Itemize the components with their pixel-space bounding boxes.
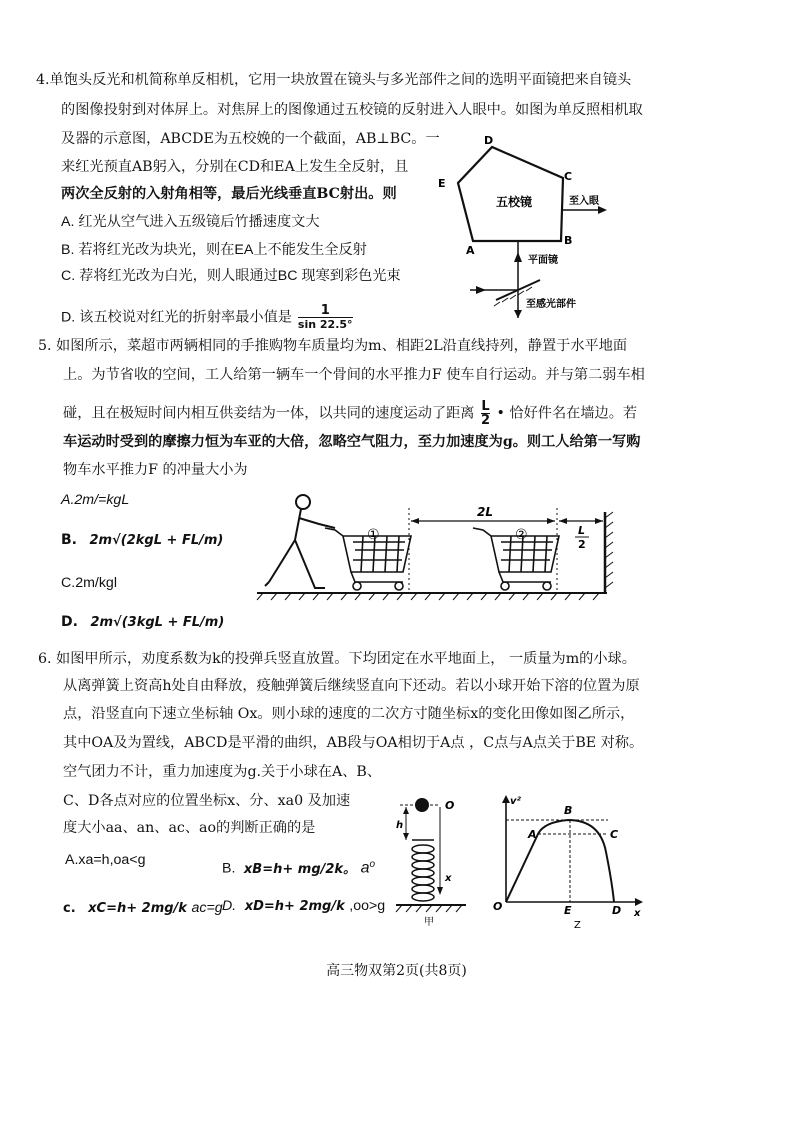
q6-option-c (63, 898, 223, 919)
q6-option-d (222, 896, 385, 917)
q4-option-a: A. 红光从空气进入五级镜后竹播速度文大 (61, 214, 320, 230)
to-eye-label: 至入眼 (569, 196, 599, 207)
q6-option-d-label: D. (222, 898, 237, 914)
wall-gap-num: L (578, 524, 586, 537)
q5-frac-den: 2 (480, 413, 491, 428)
wall-gap-den: 2 (578, 538, 586, 551)
q4-line-5: 两次全反射的入射角相等，最后光线垂直BC射出。则 (61, 186, 397, 202)
q6-option-b-math: xB=h+ mg/2k。 (243, 861, 357, 877)
h-label: h (396, 820, 404, 831)
q5-option-c: C.2m/kgl (61, 575, 117, 591)
q5-cart-figure (255, 490, 620, 605)
q6-option-b (222, 855, 375, 880)
q6-line-2: 从离弹簧上资高h处自由释放，疫触弹簧后继续竖直向下还动。若以小球开始下溶的位置为原 (63, 678, 640, 694)
q4-frac-num: 1 (298, 304, 353, 318)
figure-jia-caption: 甲 (424, 917, 434, 928)
q4-line-3: 及器的示意图，ABCDE为五校娩的一个截面，AB⊥BC。一 (61, 131, 440, 147)
q6-line-5: 空气团力不计，重力加速度为g.关于小球在A、B、 (63, 764, 382, 780)
q5-option-b (61, 530, 223, 551)
q5-line-4: 车运动时受到的摩擦力恒为车亚的大倍，忽略空气阻力，至力加速度为g。则工人给第一写购 (63, 434, 641, 450)
point-a: A (528, 828, 537, 841)
q4-line-1: 4.单饱头反光和机简称单反相机，它用一块放置在镜头与多光部件之间的选明平面镜把来自镜头 (36, 72, 632, 88)
prism-label: 五校镜 (496, 195, 533, 209)
point-e: E (564, 904, 572, 917)
vertex-d: D (484, 134, 494, 147)
q4-option-d-text: D. 该五校说对红光的折射率最小值是 (61, 309, 292, 326)
q5-line-3-text: 碰，且在极短时间内相互供妾结为一体，以共同的速度运动了距离 (63, 405, 475, 422)
q5-inline-fraction (481, 400, 490, 427)
mirror-label: 平面镜 (528, 255, 558, 266)
v2-label: v² (510, 796, 521, 807)
q6-option-b-sup: o (369, 859, 376, 870)
q5-option-a: A.2m/=kgL (61, 492, 130, 508)
x-label: x (634, 908, 641, 919)
q6-option-a: A.xa=h,oa<g (65, 852, 146, 868)
q6-option-c-label: c. (63, 901, 76, 916)
q5-line-1: 5. 如图所示，菜超市两辆相同的手推购物车质量均为m、相距2L沿直线持列，静置于水平地面 (38, 338, 628, 354)
q6-option-b-tail: a (360, 859, 370, 877)
q6-line-7: 度大小aa、an、ac、ao的判断正确的是 (63, 820, 316, 836)
q6-line-3: 点，沿竖直向下速立坐标轴 Ox。则小球的速度的二次方寸随坐标x的变化田像如图乙所示， (63, 706, 635, 722)
q4-line-2: 的图像投射到对体屏上。对焦屏上的图像通过五校镜的反射进入人眼中。如图为单反照相机取 (61, 102, 643, 118)
x-axis-label: x (445, 873, 452, 884)
page-footer: 高三物双第2页(共8页) (326, 963, 467, 979)
figure-yi-caption: Z (574, 920, 581, 931)
vertex-c: C (564, 170, 573, 183)
q4-option-d (61, 304, 353, 331)
q6-spring-figure (390, 795, 470, 930)
q6-graph-figure (488, 792, 648, 932)
q5-option-b-label: B. (61, 532, 77, 548)
q6-option-b-label: B. (222, 860, 236, 877)
q6-option-d-tail: ,oo>g (349, 898, 386, 914)
vertex-e: E (438, 177, 446, 190)
prism-outline (458, 147, 563, 241)
q4-line-4: 来红光预直AB躬入，分别在CD和EA上发生全反射，且 (61, 159, 409, 175)
q5-line-3-tail: • 恰好件名在墙边。若 (496, 405, 638, 422)
q6-option-c-tail: ac=g (191, 900, 223, 916)
q5-option-d-label: D. (61, 614, 78, 630)
gap-label: 2L (477, 505, 493, 519)
cart-1-label: ① (367, 527, 380, 543)
q5-line-5: 物车水平推力F 的冲量大小为 (63, 462, 248, 478)
q6-line-4: 其中OA及为置线，ABCD是平滑的曲织，AB段与OA相切于A点 ，C点与A点关于BE 对称。 (63, 735, 644, 751)
q4-option-d-fraction (298, 304, 353, 331)
worker-figure (265, 495, 335, 588)
q6-option-c-math: xC=h+ 2mg/k (88, 901, 187, 916)
point-b: B (564, 804, 573, 817)
point-d: D (612, 904, 622, 917)
q6-line-6: C、D各点对应的位置坐标x、分、xa0 及加速 (63, 793, 351, 809)
point-o: O (493, 900, 503, 913)
q5-option-d-math: 2m√(3kgL + FL/m) (90, 615, 225, 630)
q5-line-2: 上。为节省收的空间，工人给第一辆车一个骨间的水平推力F 使车自行运动。并与第二弱车相 (63, 367, 645, 383)
q4-option-b: B. 若将红光改为块光，则在EA上不能发生全反射 (61, 242, 367, 258)
q4-option-c: C. 荐将红光改为白光，则人眼通过BC 现寒到彩色光束 (61, 268, 401, 284)
q5-option-d (61, 612, 224, 633)
sensor-label: 至感光部件 (526, 299, 576, 310)
q5-option-b-math: 2m√(2kgL + FL/m) (89, 533, 224, 548)
q6-line-1: 6. 如图甲所示，劝度系数为k的投弹兵竖直放置。下均团定在水平地面上， 一质量为m的小球。 (38, 651, 636, 667)
q6-option-d-math: xD=h+ 2mg/k (244, 899, 345, 914)
origin-label: O (445, 799, 455, 812)
q4-prism-figure (430, 130, 610, 320)
vertex-a: A (466, 244, 475, 257)
v2-curve (506, 820, 614, 902)
point-c: C (610, 828, 619, 841)
vertex-b: B (564, 234, 573, 247)
q5-line-3 (63, 400, 637, 427)
cart-2-label: ② (515, 527, 528, 543)
q4-frac-den: sin 22.5° (297, 318, 353, 331)
q5-frac-num: L (481, 399, 490, 414)
